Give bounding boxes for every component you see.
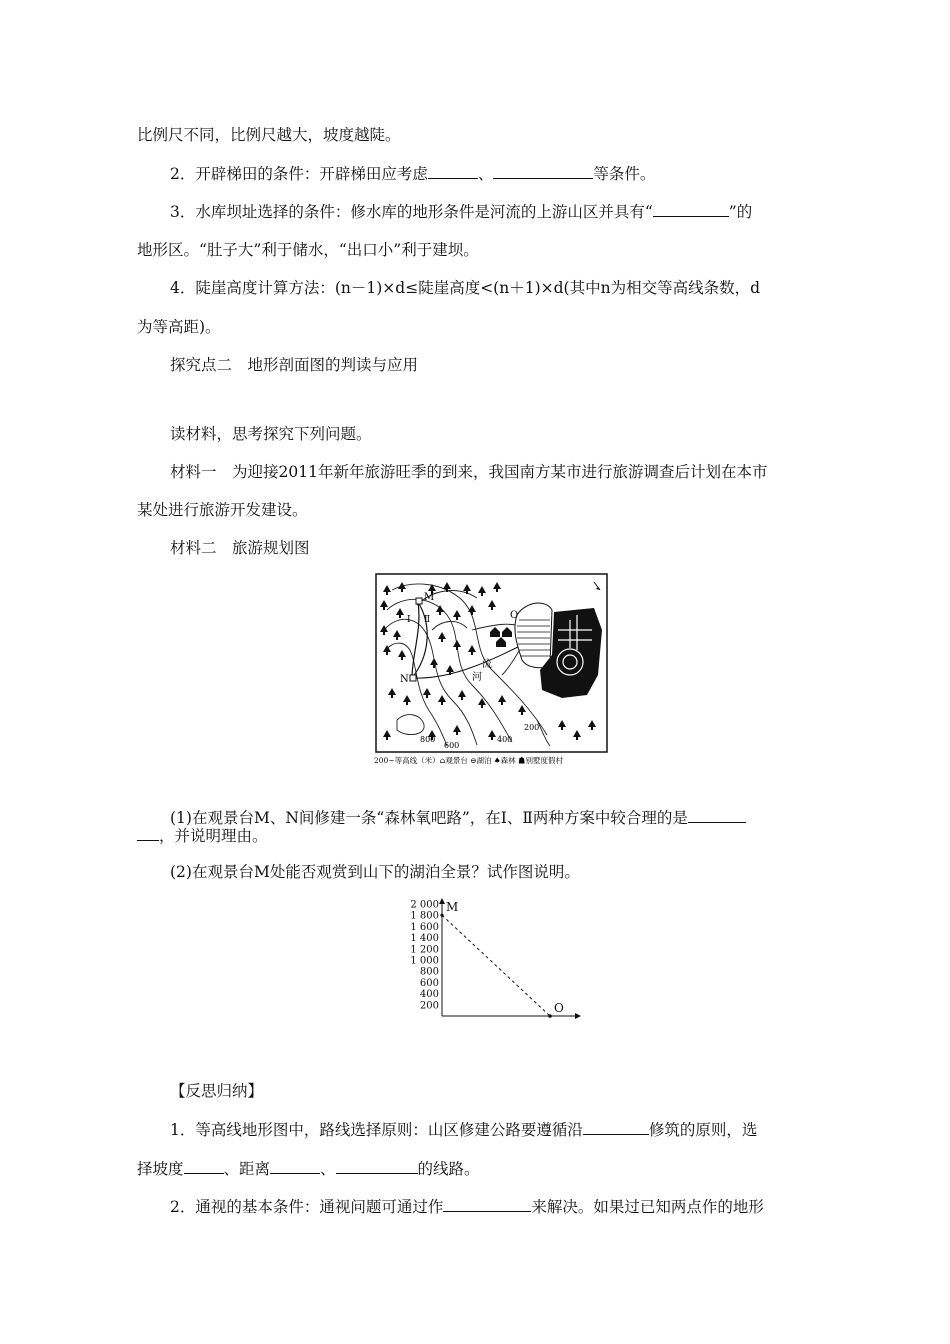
text: 、 <box>477 165 494 183</box>
text-line-8: 读材料，思考探究下列问题。 <box>170 425 372 443</box>
text-line-10: 某处进行旅游开发建设。 <box>137 501 308 519</box>
answer-blank[interactable] <box>583 1120 649 1135</box>
y-tick-label: 800 <box>419 966 439 978</box>
x-axis-arrow <box>575 1013 581 1019</box>
text: 1．等高线地形图中，路线选择原则：山区修建公路要遵循沿 <box>170 1121 583 1139</box>
map-legend: 200~等高线（米）⌂观景台 ⊖湖泊 ♠森林 ☗别墅度假村 <box>374 756 563 765</box>
y-tick-label: 1 800 <box>410 910 439 922</box>
label-600: 600 <box>444 741 460 750</box>
y-axis-arrow <box>439 898 445 904</box>
text-line-4: 地形区。“肚子大”利于储水，“出口小”利于建坝。 <box>137 241 479 259</box>
text: ”的 <box>728 203 753 221</box>
label-400: 400 <box>497 735 513 744</box>
label-he: 河 <box>472 672 482 683</box>
text: 2．通视的基本条件：通视问题可通过作 <box>170 1198 444 1216</box>
answer-blank[interactable] <box>493 164 593 179</box>
question-2-terraces <box>170 164 655 184</box>
y-tick-label: 1 200 <box>410 944 439 956</box>
label-200: 200 <box>524 723 540 732</box>
question-1-cont <box>137 826 268 846</box>
text-line-5: 4．陡崖高度计算方法：(n－1)×d≤陡崖高度<(n＋1)×d(其中n为相交等高线条数，d <box>170 279 760 297</box>
text: 的线路。 <box>417 1160 480 1178</box>
y-tick-label: 200 <box>419 1000 439 1012</box>
y-tick-label: 1 000 <box>410 955 439 967</box>
text: ，并说明理由。 <box>159 827 268 845</box>
y-tick-label: 1 600 <box>410 921 439 933</box>
label-route-II: Ⅱ <box>424 615 431 625</box>
reflection-1-cont <box>137 1159 480 1179</box>
point-O <box>548 1014 552 1018</box>
text: 3．水库坝址选择的条件：修水库的地形条件是河流的上游山区并具有“ <box>170 203 653 221</box>
text: 等条件。 <box>593 165 656 183</box>
answer-blank[interactable] <box>688 808 746 823</box>
label-O: O <box>554 1001 564 1015</box>
reflection-2 <box>170 1197 764 1217</box>
answer-blank[interactable] <box>336 1159 418 1174</box>
text-line-6: 为等高距)。 <box>137 318 221 336</box>
answer-blank[interactable] <box>184 1159 224 1174</box>
answer-blank[interactable] <box>653 202 729 217</box>
point-M <box>440 914 443 917</box>
text: 、距离 <box>223 1160 271 1178</box>
reflection-1 <box>170 1120 757 1140</box>
profile-chart <box>400 896 590 1031</box>
question-3-reservoir <box>170 202 752 222</box>
text: 、 <box>320 1160 336 1178</box>
answer-blank[interactable] <box>270 1159 320 1174</box>
label-O: O <box>510 610 519 621</box>
y-tick-label: 400 <box>419 989 439 1001</box>
question-1 <box>170 808 746 828</box>
text: (1)在观景台M、N间修建一条“森林氧吧路”，在Ⅰ、Ⅱ两种方案中较合理的是 <box>170 809 688 827</box>
sightline <box>442 915 550 1016</box>
label-M: M <box>424 592 435 603</box>
text: 择坡度 <box>137 1160 184 1178</box>
text: 修筑的原则，选 <box>648 1121 758 1139</box>
section-heading: 探究点二 地形剖面图的判读与应用 <box>170 356 419 374</box>
label-liu: 流 <box>482 659 492 670</box>
label-route-I: Ⅰ <box>407 615 411 625</box>
y-tick-label: 600 <box>419 977 439 989</box>
text: 来解决。如果过已知两点作的地形 <box>531 1198 764 1216</box>
material-one: 材料一 为迎接2011年新年旅游旺季的到来，我国南方某市进行旅游调查后计划在本市 <box>170 463 768 481</box>
label-N: N <box>400 674 409 685</box>
y-tick-label: 1 400 <box>410 933 439 945</box>
answer-blank[interactable] <box>137 826 159 841</box>
material-two: 材料二 旅游规划图 <box>170 539 310 557</box>
reflection-heading: 【反思归纳】 <box>170 1082 264 1100</box>
text: 2．开辟梯田的条件：开辟梯田应考虑 <box>170 165 428 183</box>
text-line-1: 比例尺不同，比例尺越大，坡度越陡。 <box>137 126 401 144</box>
answer-blank[interactable] <box>428 164 478 179</box>
answer-blank[interactable] <box>443 1197 531 1212</box>
tourism-planning-map <box>372 570 612 770</box>
question-2: (2)在观景台M处能否观赏到山下的湖泊全景？试作图说明。 <box>170 863 580 881</box>
label-M: M <box>446 900 459 915</box>
y-tick-label: 2 000 <box>410 899 439 911</box>
label-800: 800 <box>420 735 436 744</box>
